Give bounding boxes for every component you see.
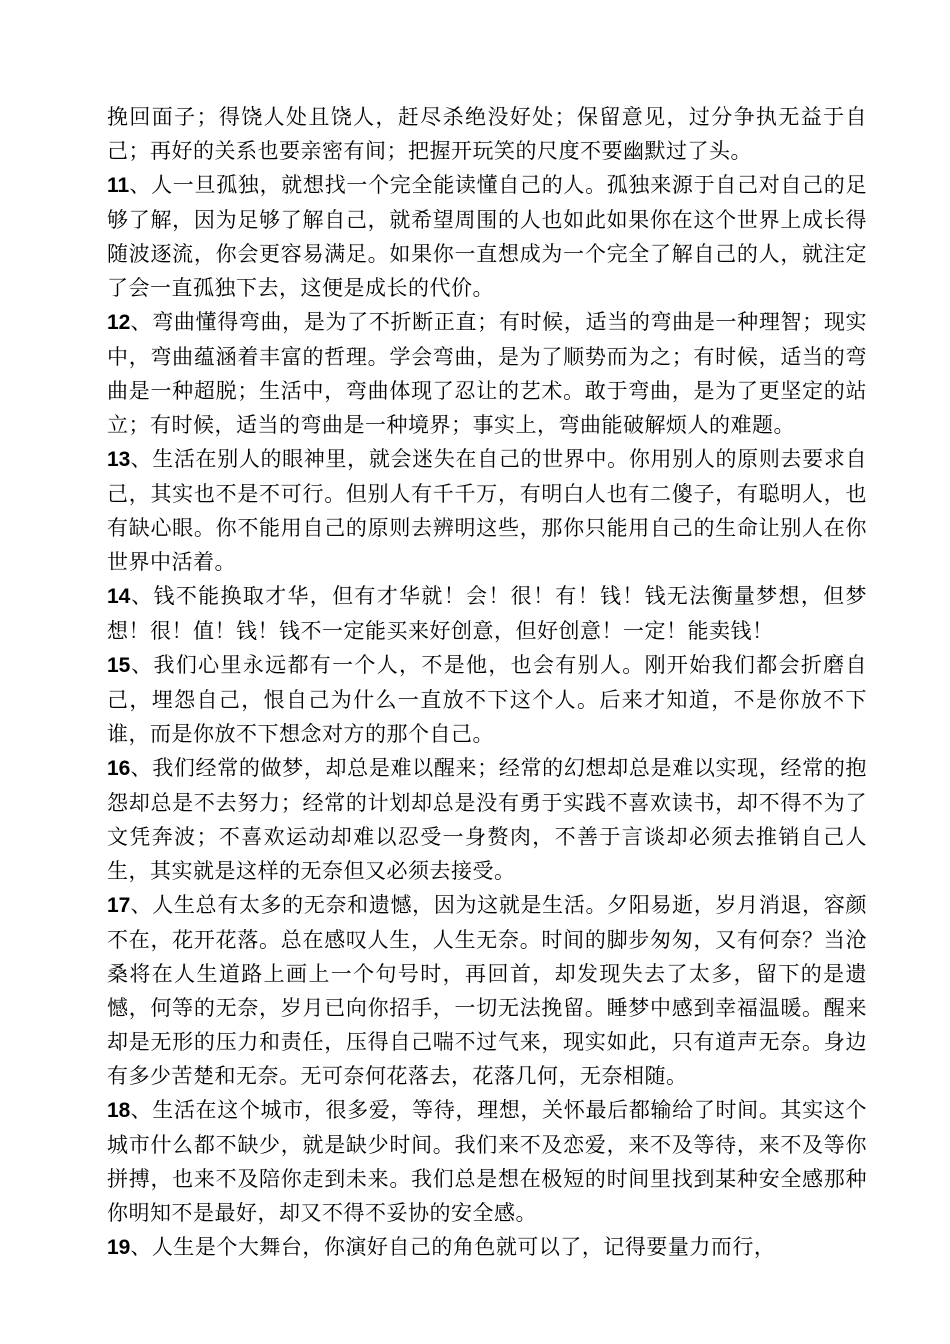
paragraph-text: 挽回面子；得饶人处且饶人，赶尽杀绝没好处；保留意见，过分争执无益于自己；再好的关系也要亲密有间；把握开玩笑的尺度不要幽默过了头。: [107, 105, 867, 163]
paragraph-number: 11: [107, 174, 130, 197]
paragraph-12: [107, 305, 867, 442]
paragraph-13: [107, 442, 867, 579]
paragraph-text: 、人生是个大舞台，你演好自己的角色就可以了，记得要量力而行，: [130, 1235, 776, 1259]
paragraph-text: 、弯曲懂得弯曲，是为了不折断正直；有时候，适当的弯曲是一种理智；现实中，弯曲蕴涵着丰富的哲理。学会弯曲，是为了顺势而为之；有时候，适当的弯曲是一种超脱；生活中，弯曲体现了忍让的艺术。敢于弯曲，是为了更坚定的站立；有时候，适当的弯曲是一种境界；事实上，弯曲能破解烦人的难题。: [107, 310, 867, 437]
paragraph-number: 12: [107, 311, 131, 334]
paragraph-17: [107, 888, 867, 1093]
paragraph-number: 13: [107, 448, 131, 471]
paragraph-text: 、人一旦孤独，就想找一个完全能读懂自己的人。孤独来源于自己对自己的足够了解，因为足够了解自己，就希望周围的人也如此如果你在这个世界上成长得随波逐流，你会更容易满足。如果你一直想成为一个完全了解自己的人，就注定了会一直孤独下去，这便是成长的代价。: [107, 173, 867, 300]
paragraph-number: 15: [107, 654, 131, 677]
paragraph-text: 、钱不能换取才华，但有才华就！会！很！有！钱！钱无法衡量梦想，但梦想！很！值！钱！钱不一定能买来好创意，但好创意！一定！能卖钱！: [107, 584, 867, 643]
paragraph-number: 17: [107, 894, 131, 917]
paragraph-number: 14: [107, 585, 131, 608]
paragraph-text: 、生活在别人的眼神里，就会迷失在自己的世界中。你用别人的原则去要求自己，其实也不是不可行。但别人有千千万，有明白人也有二傻子，有聪明人，也有缺心眼。你不能用自己的原则去辨明这些，那你只能用自己的生命让别人在你世界中活着。: [107, 447, 867, 574]
paragraph-text: 、我们经常的做梦，却总是难以醒来；经常的幻想却总是难以实现，经常的抱怨却总是不去努力；经常的计划却总是没有勇于实践不喜欢读书，却不得不为了文凭奔波；不喜欢运动却难以忍受一身赘肉，不善于言谈却必须去推销自己人生，其实就是这样的无奈但又必须去接受。: [107, 756, 867, 883]
paragraph-number: 16: [107, 757, 131, 780]
paragraph-11: [107, 168, 867, 305]
paragraph-19: [107, 1230, 867, 1265]
paragraph-18: [107, 1093, 867, 1230]
paragraph-number: 19: [107, 1236, 131, 1259]
paragraph-15: [107, 648, 867, 751]
paragraph-text: 、我们心里永远都有一个人，不是他，也会有别人。刚开始我们都会折磨自己，埋怨自己，恨自己为什么一直放不下这个人。后来才知道，不是你放不下谁，而是你放不下想念对方的那个自己。: [107, 653, 867, 746]
paragraph-continuation: [107, 100, 867, 168]
paragraph-text: 、生活在这个城市，很多爱，等待，理想，关怀最后都输给了时间。其实这个城市什么都不缺少，就是缺少时间。我们来不及恋爱，来不及等待，来不及等你拼搏，也来不及陪你走到未来。我们总是想在极短的时间里找到某种安全感那种你明知不是最好，却又不得不妥协的安全感。: [107, 1098, 867, 1225]
document-page: [107, 100, 867, 1265]
paragraph-text: 、人生总有太多的无奈和遗憾，因为这就是生活。夕阳易逝，岁月消退，容颜不在，花开花落。总在感叹人生，人生无奈。时间的脚步匆匆，又有何奈？当沧桑将在人生道路上画上一个句号时，再回首，却发现失去了太多，留下的是遗憾，何等的无奈，岁月已向你招手，一切无法挽留。睡梦中感到幸福温暖。醒来却是无形的压力和责任，压得自己喘不过气来，现实如此，只有道声无奈。身边有多少苦楚和无奈。无可奈何花落去，花落几何，无奈相随。: [107, 893, 867, 1088]
paragraph-16: [107, 751, 867, 888]
paragraph-number: 18: [107, 1099, 131, 1122]
paragraph-14: [107, 579, 867, 648]
